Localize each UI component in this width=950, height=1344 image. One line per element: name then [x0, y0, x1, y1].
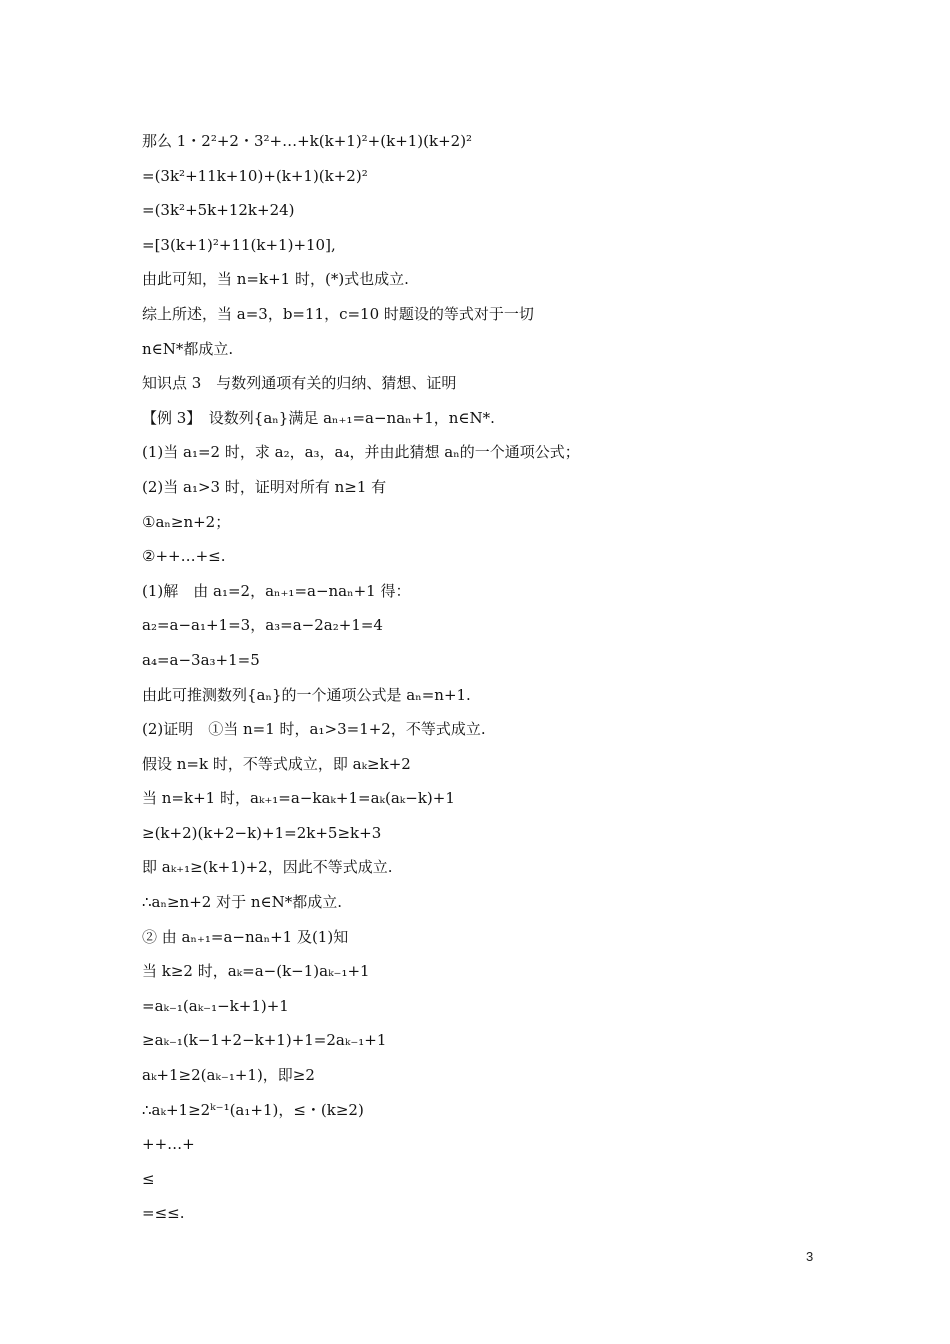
- text-line: =(3k²+11k+10)+(k+1)(k+2)²: [142, 166, 368, 185]
- text-line: (2)当 a₁>3 时，证明对所有 n≥1 有: [142, 477, 387, 496]
- text-line: 即 aₖ₊₁≥(k+1)+2，因此不等式成立.: [142, 858, 393, 877]
- text-line: 当 n=k+1 时，aₖ₊₁=a−kaₖ+1=aₖ(aₖ−k)+1: [142, 789, 455, 808]
- text-line: ∴aₙ≥n+2 对于 n∈N*都成立.: [142, 893, 343, 912]
- text-line: =(3k²+5k+12k+24): [142, 201, 295, 220]
- text-line: ≥aₖ₋₁(k−1+2−k+1)+1=2aₖ₋₁+1: [142, 1031, 387, 1050]
- text-line: =aₖ₋₁(aₖ₋₁−k+1)+1: [142, 996, 289, 1015]
- text-line: a₄=a−3a₃+1=5: [142, 650, 260, 669]
- text-line: ② 由 aₙ₊₁=a−naₙ+1 及(1)知: [142, 927, 349, 946]
- text-line: 由此可知，当 n=k+1 时，(*)式也成立.: [142, 270, 409, 289]
- page-number: 3: [806, 1249, 814, 1264]
- text-line: 综上所述，当 a=3，b=11，c=10 时题设的等式对于一切: [142, 304, 534, 323]
- text-line: (1)当 a₁=2 时，求 a₂，a₃，a₄，并由此猜想 aₙ的一个通项公式；: [142, 443, 580, 462]
- text-line: ②++…+≤.: [142, 547, 226, 566]
- text-line: n∈N*都成立.: [142, 339, 234, 358]
- section-heading: 知识点 3 与数列通项有关的归纳、猜想、证明: [142, 374, 457, 393]
- text-line: ++…+: [142, 1135, 195, 1154]
- text-line: =≤≤.: [142, 1204, 185, 1223]
- text-line: 由此可推测数列{aₙ}的一个通项公式是 aₙ=n+1.: [142, 685, 471, 704]
- text-line: a₂=a−a₁+1=3，a₃=a−2a₂+1=4: [142, 616, 383, 635]
- text-line: ∴aₖ+1≥2ᵏ⁻¹(a₁+1)，≤・(k≥2): [142, 1100, 364, 1119]
- text-line: (2)证明 ①当 n=1 时，a₁>3=1+2，不等式成立.: [142, 720, 486, 739]
- example-title: 【例 3】 设数列{aₙ}满足 aₙ₊₁=a−naₙ+1，n∈N*.: [142, 408, 495, 427]
- text-line: ①aₙ≥n+2；: [142, 512, 231, 531]
- text-line: ≥(k+2)(k+2−k)+1=2k+5≥k+3: [142, 823, 382, 842]
- text-line: 那么 1・2²+2・3²+…+k(k+1)²+(k+1)(k+2)²: [142, 132, 473, 150]
- text-line: (1)解 由 a₁=2，aₙ₊₁=a−naₙ+1 得：: [142, 581, 411, 600]
- text-line: =[3(k+1)²+11(k+1)+10],: [142, 235, 336, 254]
- text-line: ≤: [142, 1169, 155, 1188]
- document-body: [142, 124, 822, 1231]
- text-line: 假设 n=k 时，不等式成立，即 aₖ≥k+2: [142, 754, 411, 773]
- text-line: 当 k≥2 时，aₖ=a−(k−1)aₖ₋₁+1: [142, 962, 370, 981]
- text-line: aₖ+1≥2(aₖ₋₁+1)，即≥2: [142, 1066, 315, 1085]
